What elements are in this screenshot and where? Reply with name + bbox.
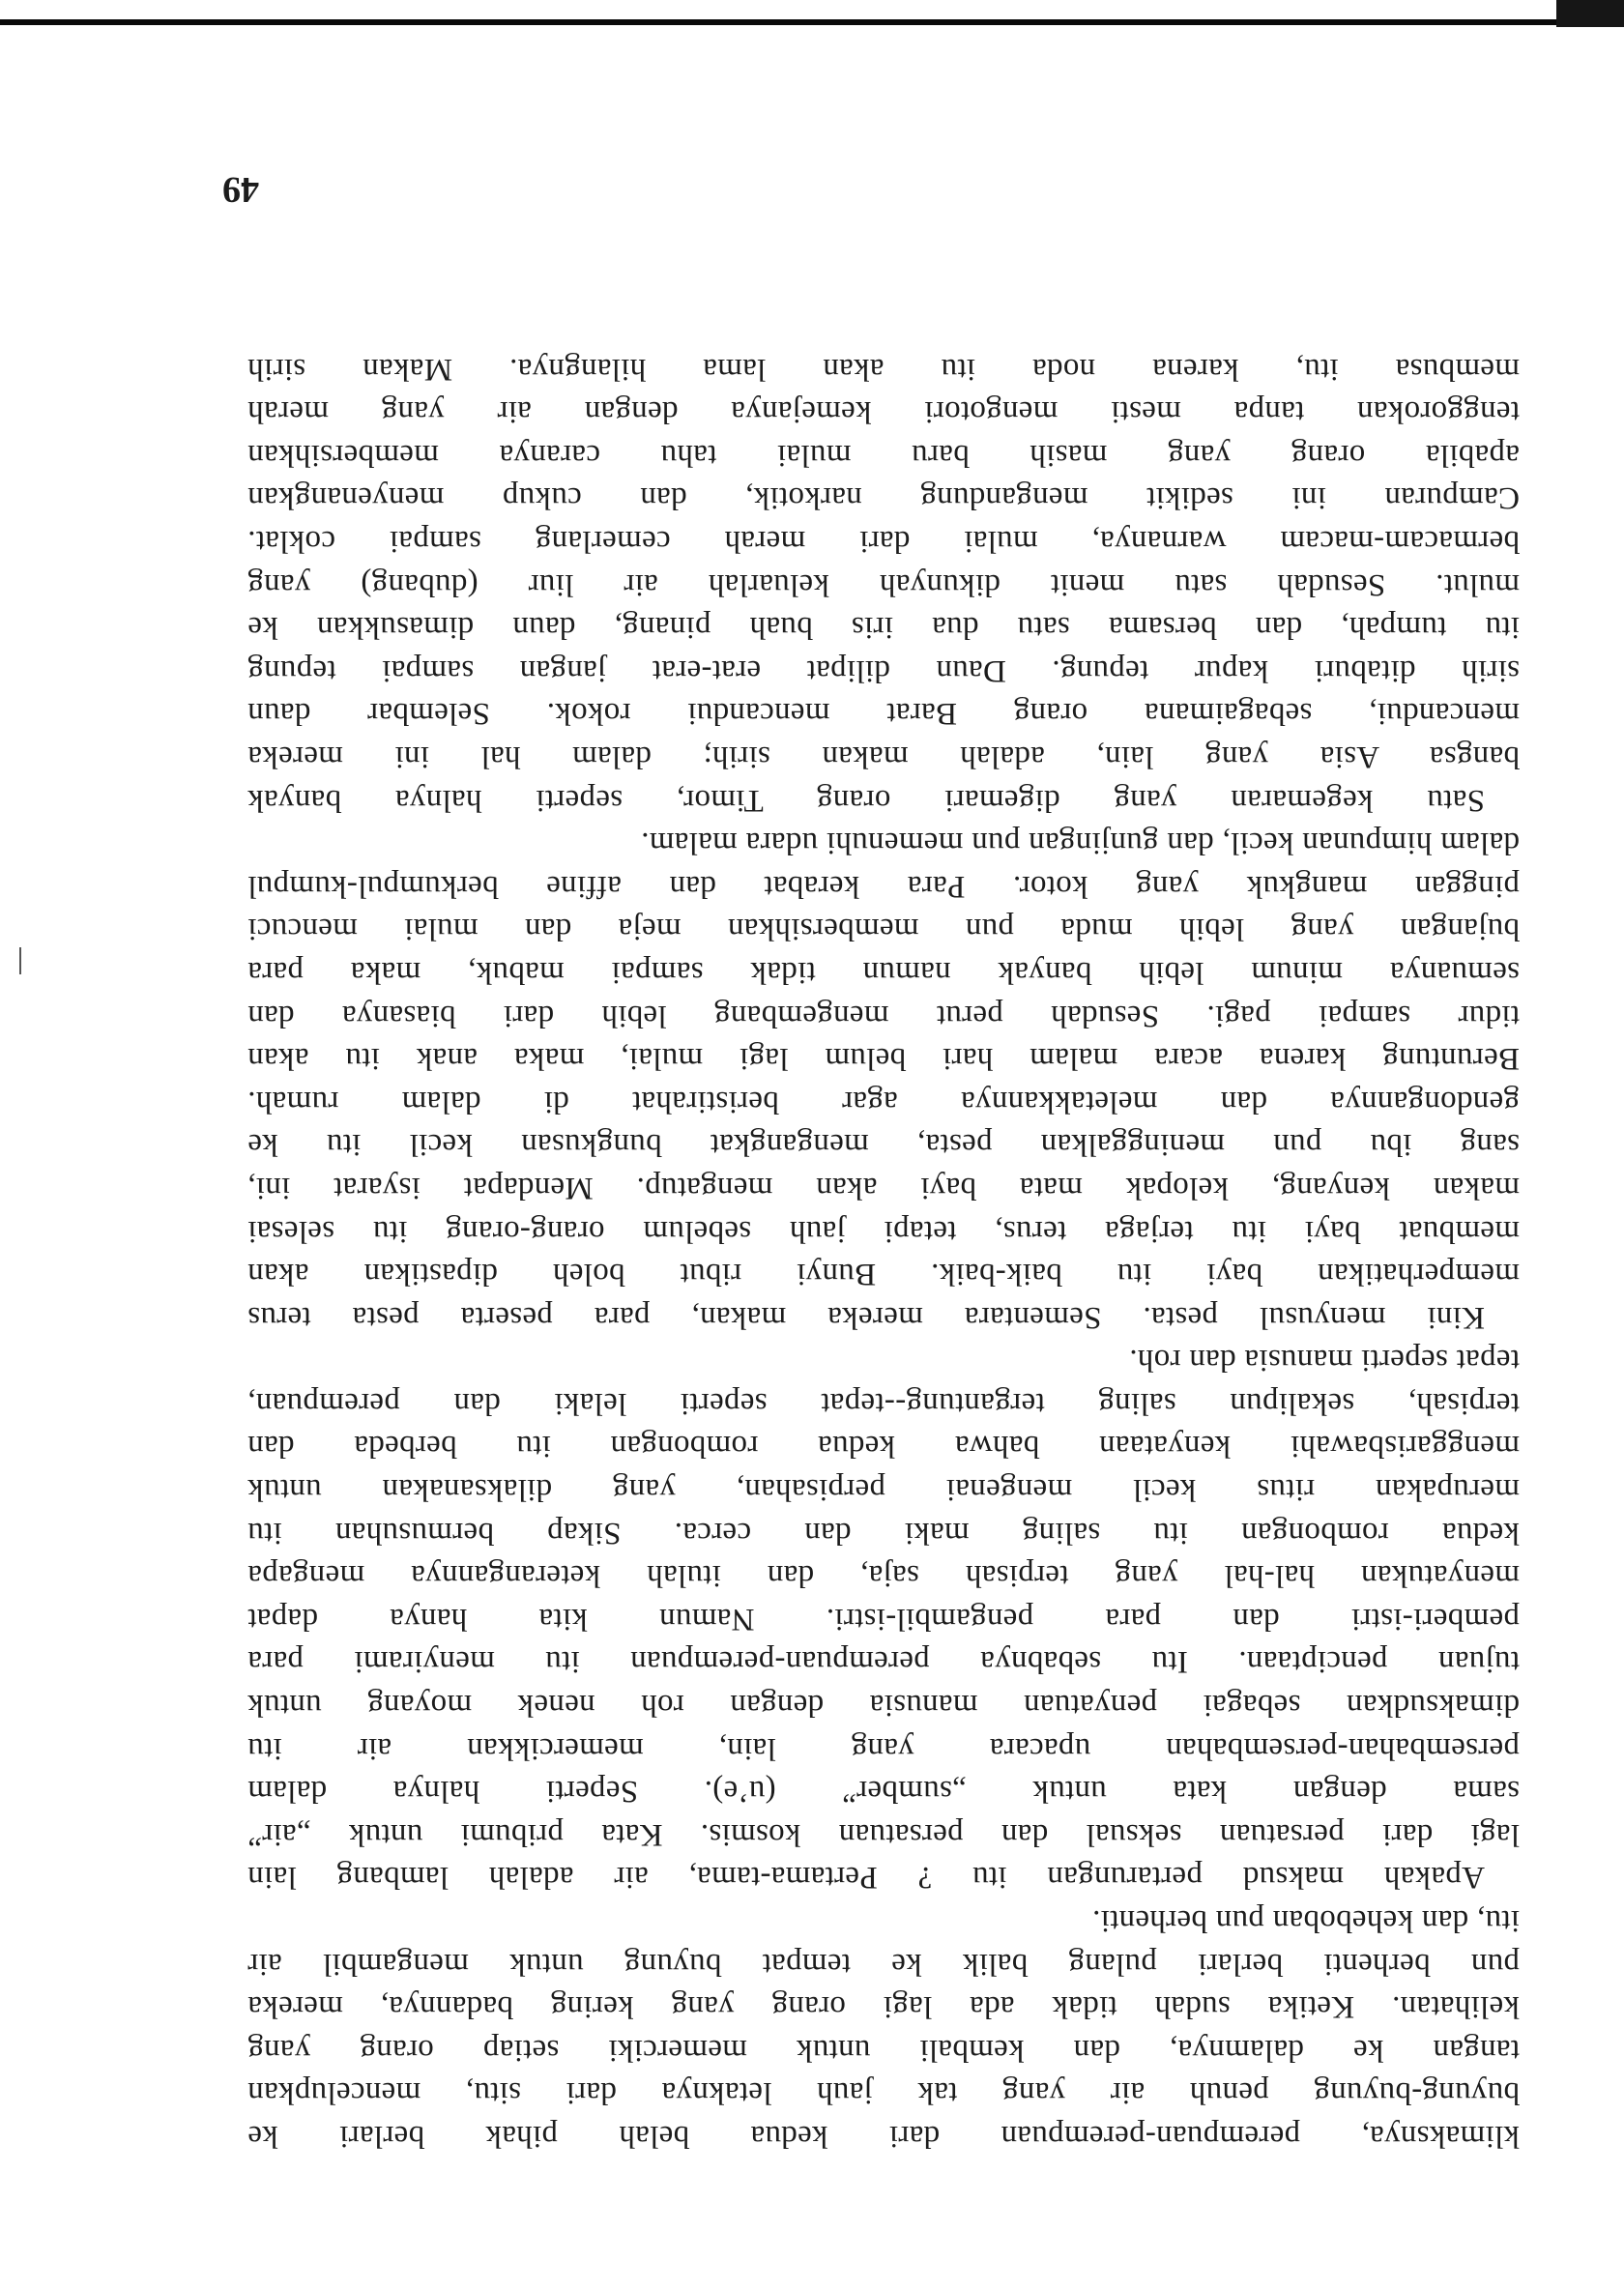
- text-line-36: Apakah maksud pertarungan itu ? Pertama-tama, air adalah lambang lain: [247, 1860, 1485, 1896]
- scan-edge-shadow: [1556, 0, 1624, 27]
- text-line-24: tepat seperti manusia dan roh.: [1129, 1343, 1520, 1378]
- text-line-1: membusa itu, karena noda itu akan lama hilangnya. Makan sirih: [247, 351, 1520, 387]
- text-line-16: tidur sampai pagi. Sesudah perut mengembang lebih dari biasanya dan: [247, 998, 1520, 1033]
- text-line-15: semuanya minum lebih banyak namun tidak sampai mabuk, maka para: [247, 954, 1520, 990]
- text-line-7: itu tumpah, dan bersama satu dua iris buah pinang, daun dimasukkan ke: [247, 610, 1520, 646]
- text-line-17: Beruntung karena acara malam hari belum lagi mulai, maka anak itu akan: [247, 1041, 1520, 1077]
- text-line-26: menggarisbawahi kenyataan bahwa kedua rombongan itu berbeda dan: [247, 1429, 1520, 1464]
- text-line-10: bangsa Asia yang lain, adalah makan sirih; dalam hal ini mereka: [247, 739, 1520, 774]
- text-line-37: itu, dan keheboban pun berhenti.: [1091, 1903, 1520, 1939]
- text-line-6: mulut. Sesudah satu menit dikunyah keluarlah air liur (dubang) yang: [247, 566, 1520, 602]
- text-line-39: kelihatan. Ketika sudah tidak ada lagi orang yang kering badannya, mereka: [247, 1989, 1520, 2025]
- text-line-3: apabila orang yang masih baru mulai tahu caranya membersihkan: [247, 437, 1520, 473]
- text-line-21: membuat bayi itu terjaga terus, tetapi jauh sebelum orang-orang itu selesai: [247, 1213, 1520, 1249]
- text-line-19: sang ibu pun meninggalkan pesta, mengangkat bungkusan kecil itu ke: [247, 1127, 1520, 1163]
- text-line-41: buyung-buyung penuh air yang tak jauh letaknya dari situ, mencelupkan: [247, 2075, 1520, 2111]
- text-line-2: tenggorokan tanpa mesti mengotori kemejanya dengan air yang merah: [247, 394, 1520, 430]
- text-line-20: makan kenyang, kelopak mata bayi akan mengatup. Mendapat isyarat ini,: [247, 1170, 1520, 1205]
- text-line-33: persembahan-persembahan upacara yang lain, memercikkan air itu: [247, 1730, 1520, 1766]
- body-text: [247, 347, 1520, 2158]
- text-line-34: sama dengan kata untuk „sumber” (u’e). Seperti halnya dalam: [247, 1774, 1520, 1810]
- text-line-11: Satu kegemaran yang digemari orang Timor, seperti halnya banyak: [247, 782, 1485, 818]
- text-line-40: tangan ke dalamnya, dan kembali untuk memerciki setiap orang yang: [247, 2032, 1520, 2068]
- text-line-18: gendongannya dan meletakkannya agar beristirahat di dalam rumah.: [247, 1084, 1520, 1119]
- text-line-9: mencandui, sebagaimana orang Barat mencandui rokok. Selembar daun: [247, 696, 1520, 732]
- scan-edge-line: [0, 19, 1624, 25]
- text-line-27: merupakan ritus kecil mengenai perpisahan, yang dilaksanakan untuk: [247, 1472, 1520, 1508]
- text-line-22: memperhatikan bayi itu baik-baik. Bunyi ribut boleh dipastikan akan: [247, 1257, 1520, 1292]
- text-line-14: bujangan yang lebih muda pun membersihkan meja dan mulai mencuci: [247, 912, 1520, 947]
- text-line-28: kedua rombongan itu saling maki dan cerca. Sikap bermusuhan itu: [247, 1515, 1520, 1550]
- margin-mark: [19, 947, 21, 974]
- text-line-32: dimaksudkan sebagai penyatuan manusia dengan roh nenek moyang untuk: [247, 1688, 1520, 1724]
- text-line-8: sirih ditaburi kapur tepung. Daun dilipat erat-erat jangan sampai tepung: [247, 652, 1520, 688]
- text-line-4: Campuran ini sedikit mengandung narkotik, dan cukup menyenangkan: [247, 480, 1520, 516]
- text-line-13: pinggan mangkuk yang kotor. Para kerabat dan affine berkumpul-kumpul: [247, 868, 1520, 904]
- text-line-23: Kini menyusul pesta. Sementara mereka makan, para peserta pesta terus: [247, 1299, 1485, 1335]
- text-line-5: bermacam-macam warnanya, mulai dari merah cemerlang sampai coklat.: [247, 524, 1520, 560]
- text-line-25: terpisah, sekalipun saling tergantung--tepat seperti lelaki dan perempuan,: [247, 1385, 1520, 1421]
- page-number: 49: [222, 169, 259, 210]
- text-line-42: klimaksnya, perempuan-perempuan dari kedua belah pihak berlari ke: [247, 2119, 1520, 2154]
- text-line-38: pun berhenti berlari pulang balik ke tempat buyung untuk mengambil air: [247, 1946, 1520, 1982]
- text-line-31: tujuan penciptaan. Itu sebabnya perempuan-perempuan itu menyirami para: [247, 1644, 1520, 1680]
- text-line-30: pemberi-istri dan para pengambil-istri. Namun kita hanya dapat: [247, 1601, 1520, 1637]
- text-line-29: menyatukan hal-hal yang terpisah saja, dan itulah keterangannya mengapa: [247, 1558, 1520, 1594]
- text-line-35: lagi dari persatuan seksual dan persatuan kosmis. Kata pribumi untuk „air”: [247, 1816, 1520, 1852]
- text-line-12: dalam himpunan kecil, dan gunjingan pun memenuhi udara malam.: [640, 826, 1520, 861]
